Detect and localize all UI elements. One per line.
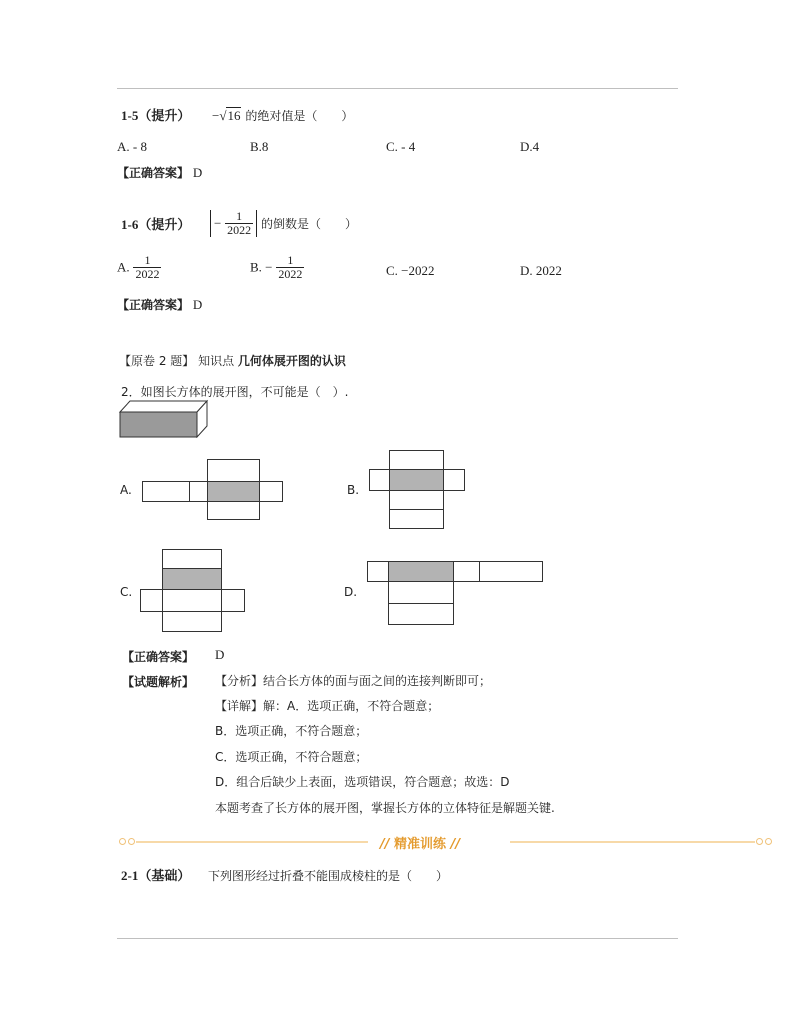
analysis-line: 【分析】结合长方体的面与面之间的连接判断即可； <box>215 674 492 688</box>
answer-row <box>117 296 202 313</box>
cuboid-figure <box>118 398 210 438</box>
net-face <box>142 481 190 502</box>
net-face <box>388 603 454 625</box>
net-face <box>162 611 222 632</box>
analysis-line: 本题考查了长方体的展开图，掌握长方体的立体特征是解题关键. <box>215 801 555 815</box>
net-d-label: D. <box>344 585 358 599</box>
absolute-value-expression: − $\frac{1}{2022}$ <box>210 210 257 237</box>
original-question-header: 【原卷 2 题】 知识点 几何体展开图的认识 <box>119 354 346 368</box>
answer-value: D <box>215 647 225 662</box>
radicand: 16 <box>227 108 241 123</box>
net-face <box>259 481 283 502</box>
banner-title: // 精准训练 // <box>380 837 461 852</box>
option-c: C. −2022 <box>386 263 435 278</box>
net-face <box>389 509 444 529</box>
banner-line-right <box>510 841 755 843</box>
question-label: 1-5（提升） <box>121 108 191 123</box>
answer-tag: 【正确答案】 <box>117 298 190 312</box>
question-stem: 的绝对值是（ ） <box>245 109 354 123</box>
banner-dot <box>756 838 763 845</box>
question-2-stem: 2．如图长方体的展开图，不可能是（ ）. <box>121 385 349 399</box>
question-stem: 的倒数是（ ） <box>261 217 358 231</box>
net-face <box>189 481 209 502</box>
question-label: 1-6（提升） <box>121 217 191 232</box>
option-d: D.4 <box>520 139 540 154</box>
bottom-rule <box>117 938 678 939</box>
question-2-1 <box>121 865 448 884</box>
net-face <box>162 549 222 569</box>
option-c: C. - 4 <box>386 139 416 154</box>
net-face <box>140 589 163 612</box>
answer-value: D <box>192 297 203 312</box>
net-face <box>388 581 454 604</box>
answer-tag: 【正确答案】 <box>117 166 190 180</box>
net-face-shaded <box>389 469 444 491</box>
option-b: B.8 <box>250 139 269 154</box>
banner-dot <box>128 838 135 845</box>
net-face <box>207 459 260 482</box>
slash-deco-icon: // <box>380 837 390 852</box>
net-face <box>367 561 389 582</box>
net-face-shaded <box>162 568 222 590</box>
net-face <box>389 490 444 510</box>
net-face <box>389 450 444 470</box>
net-face-shaded <box>388 561 454 582</box>
analysis-line: 【详解】解：A．选项正确，不符合题意； <box>215 699 440 713</box>
banner-line-left <box>136 841 368 843</box>
question-label: 2-1（基础） <box>121 868 191 883</box>
net-face <box>443 469 465 491</box>
question-1-6 <box>121 210 357 237</box>
option-a: A. $\frac{1}{2022}$ <box>117 253 160 281</box>
analysis-line: D．组合后缺少上表面，选项错误，符合题意；故选：D <box>215 775 510 789</box>
net-b-label: B. <box>347 483 360 497</box>
net-face <box>369 469 390 491</box>
net-face <box>221 589 245 612</box>
question-stem: 下列图形经过折叠不能围成棱柱的是（ ） <box>208 869 449 883</box>
net-face <box>207 501 260 520</box>
top-rule <box>117 88 678 89</box>
answer-tag: 【正确答案】 <box>122 650 195 664</box>
slash-deco-icon: // <box>450 837 461 852</box>
question-1-5 <box>121 105 353 124</box>
net-face <box>453 561 480 582</box>
option-a: A. - 8 <box>117 139 147 154</box>
negative-sqrt-expression: −√16 <box>212 108 241 123</box>
analysis-line: C．选项正确，不符合题意； <box>215 750 368 764</box>
net-c-label: C. <box>120 585 133 599</box>
net-a-label: A. <box>120 483 132 497</box>
net-face-shaded <box>207 481 260 502</box>
option-b: B. − $\frac{1}{2022}$ <box>250 253 303 281</box>
banner-dot <box>119 838 126 845</box>
analysis-tag: 【试题解析】 <box>122 675 195 689</box>
net-face <box>162 589 222 612</box>
answer-value: D <box>192 165 203 180</box>
analysis-line: B．选项正确，不符合题意； <box>215 724 368 738</box>
banner-dot <box>765 838 772 845</box>
net-face <box>479 561 543 582</box>
answer-row <box>117 164 202 181</box>
option-d: D. 2022 <box>520 263 562 278</box>
